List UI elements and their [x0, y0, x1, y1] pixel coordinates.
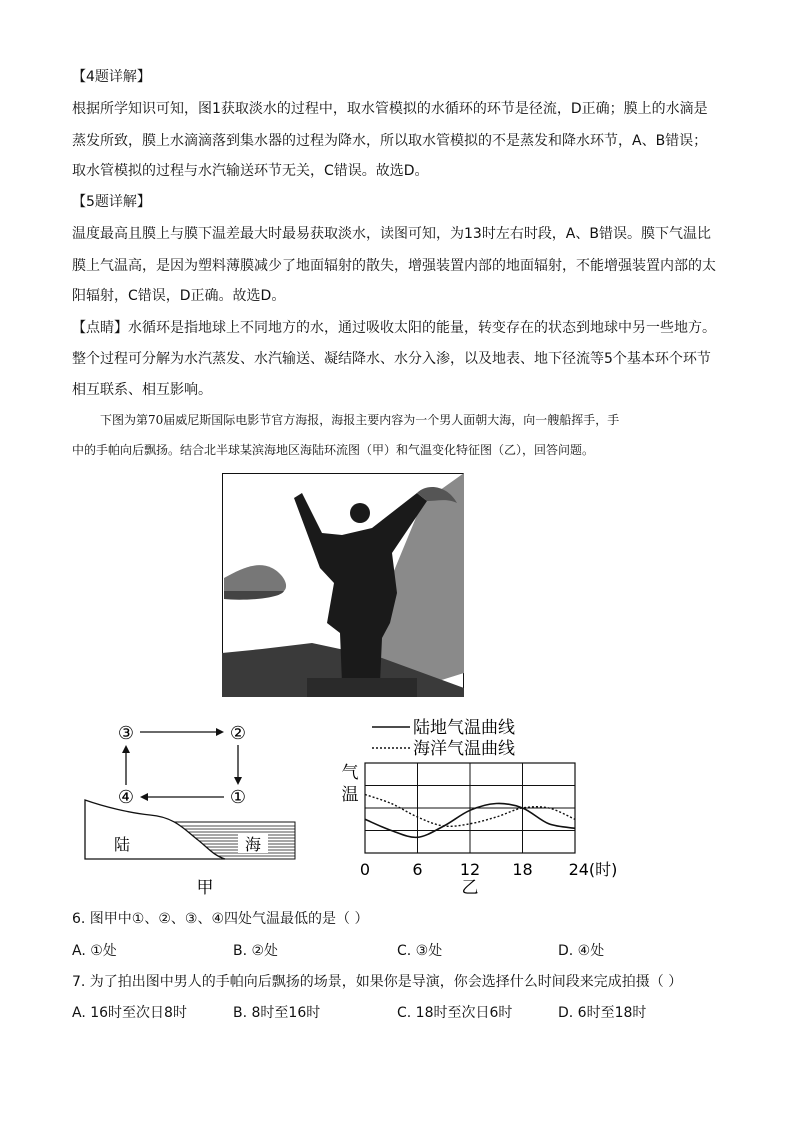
node-1: ① — [229, 787, 247, 808]
q7-option-a[interactable]: A. 16时至次日8时 — [72, 1005, 187, 1021]
legend-land-label: 陆地气温曲线 — [413, 718, 515, 738]
q7-option-c[interactable]: C. 18时至次日6时 — [397, 1005, 513, 1021]
q6-option-c[interactable]: C. ③处 — [397, 943, 443, 959]
tip-text-1: 水循环是指地球上不同地方的水，通过吸收太阳的能量，转变存在的状态到地球中另一些地方。 — [128, 320, 716, 336]
q7-stem: 7. 为了拍出图中男人的手帕向后飘扬的场景，如果你是导演，你会选择什么时间段来完成拍摄（ ） — [72, 974, 683, 990]
caption-jia: 甲 — [196, 878, 214, 898]
arrowhead-up — [122, 745, 130, 753]
section5-line-2: 膜上气温高，是因为塑料薄膜减少了地面辐射的散失，增强装置内部的地面辐射，不能增强装置内部的太 — [72, 258, 716, 274]
x-tick-labels — [360, 860, 618, 879]
x-tick-label: 12 — [459, 860, 481, 879]
q6-stem: 6. 图甲中①、②、③、④四处气温最低的是（ ） — [72, 911, 369, 927]
section4-line-2: 蒸发所致，膜上水滴滴落到集水器的过程为降水，所以取水管模拟的不是蒸发和降水环节，A、B错误； — [72, 133, 708, 149]
section5-line-1: 温度最高且膜上与膜下温差最大时最易获取淡水，读图可知，为13时左右时段，A、B错误。膜下气温比 — [72, 226, 711, 242]
intro-line-2: 中的手帕向后飘扬。结合北半球某滨海地区海陆环流图（甲）和气温变化特征图（乙），回答问题。 — [72, 443, 595, 457]
section5-line-3: 阳辐射，C错误，D正确。故选D。 — [72, 288, 286, 304]
arrowhead-down — [234, 777, 242, 785]
tip-title: 【点睛】 — [72, 320, 128, 336]
tip-line-1 — [72, 318, 722, 338]
tip-line-2: 整个过程可分解为水汽蒸发、水汽输送、凝结降水、水分入渗，以及地表、地下径流等5个基本环个环节 — [72, 351, 711, 367]
arrowhead-left — [140, 793, 148, 801]
film-festival-poster — [222, 473, 464, 697]
x-tick-label: 6 — [412, 860, 423, 879]
node-2: ② — [229, 723, 247, 744]
legend-sea-label: 海洋气温曲线 — [413, 739, 515, 759]
section4-line-3: 取水管模拟的过程与水汽输送环节无关，C错误。故选D。 — [72, 163, 429, 179]
figure-jia — [85, 723, 295, 898]
section5-title: 【5题详解】 — [72, 194, 151, 210]
tip-line-3: 相互联系、相互影响。 — [72, 382, 212, 398]
q7-option-b[interactable]: B. 8时至16时 — [233, 1005, 321, 1021]
figures-panel — [80, 715, 640, 905]
arrowhead-right — [216, 728, 224, 736]
node-4: ④ — [117, 787, 135, 808]
sea-label: 海 — [244, 835, 262, 854]
node-3: ③ — [117, 723, 135, 744]
plot-area — [365, 763, 575, 853]
q6-option-d[interactable]: D. ④处 — [558, 943, 605, 959]
land-label: 陆 — [113, 835, 131, 854]
figure-yi — [342, 717, 618, 898]
caption-yi: 乙 — [461, 878, 479, 898]
x-tick-label: 0 — [359, 860, 371, 879]
x-tick-label: 24(时) — [568, 860, 618, 879]
q6-option-a[interactable]: A. ①处 — [72, 943, 117, 959]
ylabel-bottom: 温 — [341, 785, 359, 805]
q6-option-b[interactable]: B. ②处 — [233, 943, 279, 959]
section4-line-1: 根据所学知识可知，图1获取淡水的过程中，取水管模拟的水循环的环节是径流，D正确；膜上的水滴是 — [72, 101, 708, 117]
intro-line-1: 下图为第70届威尼斯国际电影节官方海报，海报主要内容为一个男人面朝大海，向一艘船挥手，手 — [100, 413, 620, 427]
q7-option-d[interactable]: D. 6时至18时 — [558, 1005, 647, 1021]
x-tick-label: 18 — [512, 860, 533, 879]
ylabel-top: 气 — [341, 763, 359, 783]
section4-title: 【4题详解】 — [72, 69, 151, 85]
